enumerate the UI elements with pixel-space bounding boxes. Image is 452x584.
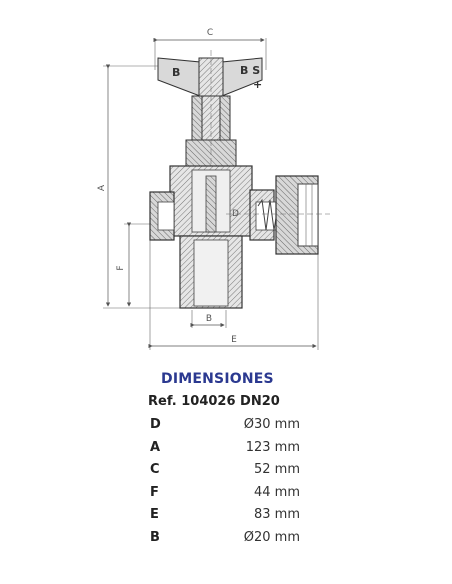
handle-mark-left: B [172,66,181,79]
valve-handle [158,58,262,98]
dimension-value: 123 mm [245,439,300,455]
dimension-c-label: C [206,28,214,38]
dimension-f-label: F [116,265,126,271]
dimension-row [140,437,300,460]
dimension-key: E [150,507,159,523]
handle-mark-plus: + [253,78,263,91]
dimension-row [140,504,300,527]
dimension-row [140,459,300,482]
reference-code: Ref. 104026 DN20 [148,394,280,409]
dimension-key: C [150,462,160,478]
dimension-key: D [150,417,161,432]
dimension-a-label: A [97,184,107,192]
dimension-value: Ø30 mm [243,417,300,432]
dimension-row [140,482,300,505]
dimension-d-label: D [232,209,239,219]
valve-body [170,166,252,308]
dimension-key: B [150,529,160,545]
dimension-row [140,414,300,437]
dimensions-table [140,370,300,550]
dimension-e-label: E [231,335,237,345]
dimension-b [192,310,226,328]
dimension-row [140,527,300,550]
handle-mark-right: B S [240,64,261,77]
dimension-rows [140,414,300,550]
dimension-value: 52 mm [253,462,300,478]
dimension-key: F [150,484,159,500]
dimension-value: 44 mm [253,484,300,500]
dimension-key: A [150,439,161,455]
dimension-b-label: B [205,314,213,324]
dimension-value: Ø20 mm [243,529,300,545]
dimension-value: 83 mm [253,507,300,523]
left-port [150,192,174,240]
dimensions-title: DIMENSIONES [161,371,274,387]
